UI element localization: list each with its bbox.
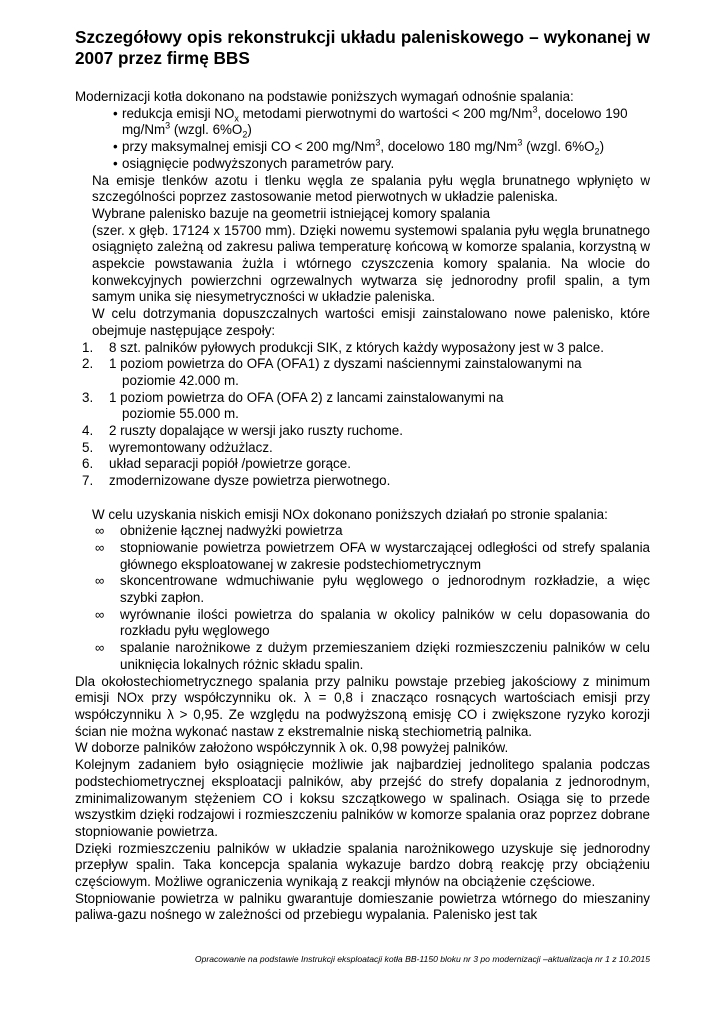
list-item: 7. zmodernizowane dysze powietrza pierwotnego. (82, 473, 391, 489)
document-title: Szczegółowy opis rekonstrukcji układu paleniskowego – wykonanej w 2007 przez firmę BBS (75, 27, 650, 68)
intro-paragraph: Modernizacji kotła dokonano na podstawie poniższych wymagań odnośnie spalania: (75, 89, 574, 104)
requirement-nox: • redukcja emisji $NO_x$ metodami pierwotnymi do wartości < 200 mg/Nm$^3$, docelowo 190 mg/Nm$^3$ (wzgl. $6\%O_2$) (113, 104, 628, 141)
infinity-bullet-icon: ∞ (95, 640, 105, 656)
infinity-bullet-icon: ∞ (95, 573, 105, 589)
requirement-co: • przy maksymalnej emisji CO < 200 mg/Nm$^3$, docelowo 180 mg/Nm$^3$ (wzgl. $6\%O_2$) (113, 137, 605, 157)
list-item: ∞ spalanie narożnikowe z dużym przemieszaniem dzięki rozmieszczeniu palników w celu uniknięcia lokalnych różnic składu spalin. (95, 640, 650, 672)
list-item: 6. układ separacji popiół /powietrze gorące. (82, 456, 351, 472)
list-item: ∞ stopniowanie powietrza powietrzem OFA w wystarczającej odległości od strefy spalania głównego eksploatowanej w zakresie podstechiometrycznym (95, 539, 650, 572)
infinity-bullet-icon: ∞ (95, 606, 105, 622)
list-item: 3. 1 poziom powietrza do OFA (OFA 2) z lancami zainstalowanymi na poziomie 55.000 m. (82, 389, 504, 422)
paragraph-components-intro: W celu dotrzymania dopuszczalnych wartości emisji zainstalowano nowe palenisko, które obejmuje następujące zespoły: (92, 306, 650, 338)
list-item: 5. wyremontowany odżużlacz. (82, 439, 273, 455)
requirements-list (75, 106, 650, 173)
bullet-icon: • (113, 105, 118, 121)
list-item: ∞ obniżenie łącznej nadwyżki powietrza (95, 523, 343, 539)
infinity-bullet-icon: ∞ (95, 539, 105, 555)
paragraph-nox-actions-intro: W celu uzyskania niskich emisji NOx dokonano poniższych działań po stronie spalania: (92, 506, 608, 522)
spacer (75, 490, 650, 507)
page-footer: Opracowanie na podstawie Instrukcji eksploatacji kotła BB-1150 bloku nr 3 po modernizacji –aktualizacja nr 1 z 10.2015 (194, 954, 650, 964)
list-item: ∞ skoncentrowane wdmuchiwanie pyłu węglowego o jednorodnym rozkładzie, a więc szybki zapłon. (95, 573, 650, 606)
list-item: 2. 1 poziom powietrza do OFA (OFA1) z dyszami naściennymi zainstalowanymi na poziomie 42.000 m. (82, 356, 582, 388)
infinity-bullet-icon: ∞ (95, 523, 105, 539)
actions-list (75, 523, 650, 673)
bullet-icon: • (113, 139, 118, 155)
list-item: ∞ wyrównanie ilości powietrza do spalania w okolicy palników w celu dopasowania do rozkładu pyłu węglowego (95, 606, 650, 639)
paragraph-furnace-b: (szer. x głęb. 17124 x 15700 mm). Dzięki nowemu systemowi spalania pyłu węgla brunatnego osiągnięto zależną od zakresu paliwa temperaturę końcową w komorze spalania, korzystną w aspekcie powstawania żużla i wtórnego czyszczenia komory spalania. Na wlocie do konwekcyjnych powierzchni ogrzewalnych wytwarza się jednorodny profil spalin, a tym samym unika się niesymetryczności w układzie paleniska. (92, 222, 650, 305)
components-list (75, 340, 650, 490)
paragraph-burner-lambda: W doborze palników założono współczynnik λ ok. 0,98 powyżej palników. (75, 740, 509, 756)
paragraph-furnace-a: Wybrane palenisko bazuje na geometrii istniejącej komory spalania (92, 205, 491, 221)
bullet-icon: • (113, 155, 118, 171)
paragraph-stoichiometry: Dla okołostechiometrycznego spalania przy palniku powstaje przebieg jakościowy z minimum emisji NOx przy współczynniku ok. λ = 0,8 i znacząco rosnących wartościach emisji przy współczynniku λ > 0,95. Ze względu na podwyższoną emisję CO i zwiększone ryzyko korozji ścian nie można wykonać nastaw z ekstremalnie niską stechiometrią palnika. (75, 673, 650, 739)
document-body (75, 89, 650, 924)
requirement-steam: • osiągnięcie podwyższonych parametrów pary. (113, 155, 395, 171)
list-item: 4. 2 ruszty dopalające w wersji jako ruszty ruchome. (82, 423, 403, 439)
paragraph-air-staging: Stopniowanie powietrza w palniku gwarantuje domieszanie powietrza wtórnego do mieszaniny paliwa-gazu nośnego w zależności od przebiegu wypalania. Palenisko jest tak (75, 890, 650, 923)
paragraph-emissions: Na emisje tlenków azotu i tlenku węgla ze spalania pyłu węgla brunatnego wpłynięto w szczególności poprzez zastosowanie metod pierwotnych w układzie paleniska. (92, 172, 650, 205)
list-item: 1. 8 szt. palników pyłowych produkcji SIK, z których każdy wyposażony jest w 3 palce. (82, 339, 604, 355)
paragraph-corner-firing: Dzięki rozmieszczeniu palników w układzie spalania narożnikowego uzyskuje się jednorodny przepływ spalin. Taka koncepcja spalania wykazuje bardzo dobrą reakcję przy obciążeniu częściowym. Możliwe ograniczenia wynikają z reakcji młynów na obciążenie częściowe. (75, 840, 650, 890)
paragraph-uniform-combustion: Kolejnym zadaniem było osiągnięcie możliwie jak najbardziej jednolitego spalania podczas podstechiometrycznej eksploatacji palników, aby przejść do strefy dopalania z jednorodnym, zminimalizowanym stężeniem CO i koksu szczątkowego w spalinach. Osiąga się to przede wszystkim dzięki rodzajowi i rozmieszczeniu palników w komorze spalania oraz poprzez dobrane stopniowanie powietrza. (75, 757, 650, 839)
